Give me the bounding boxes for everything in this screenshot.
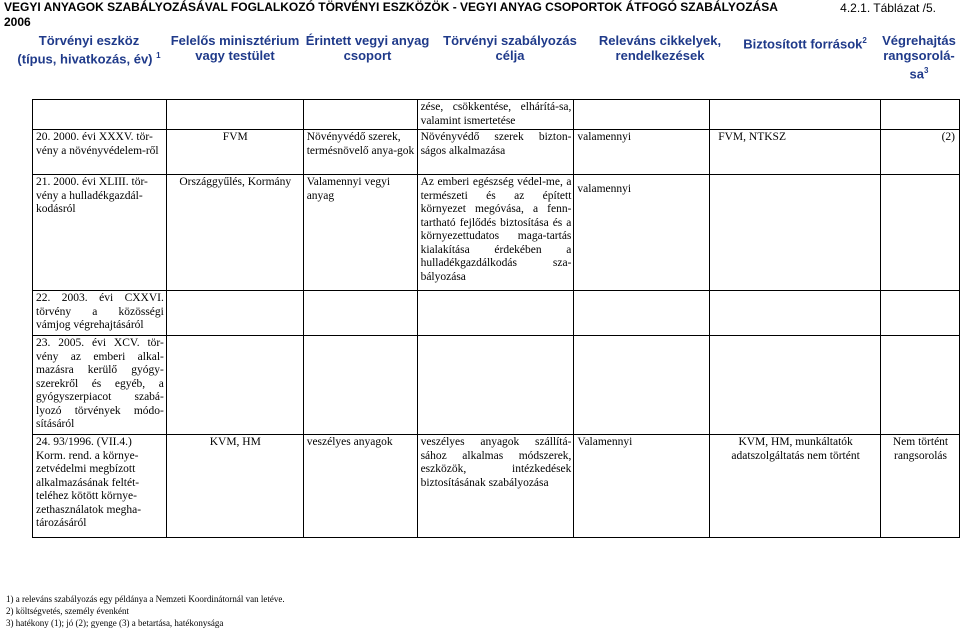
table-row bbox=[33, 336, 960, 435]
instrument-cell: 24. 93/1996. (VII.4.) Korm. rend. a környe-zetvédelmi megbízott alkalmazásának feltét-teléhez kötött környe-zethasználatok megha-tározásáról bbox=[36, 436, 142, 529]
header-instrument: Törvényi eszköz (típus, hivatkozás, év) $^1$ bbox=[17, 33, 161, 67]
table-row bbox=[33, 175, 960, 291]
table-reference: 4.2.1. Táblázat /5. bbox=[840, 1, 936, 15]
instrument-cell: 23. 2005. évi XCV. tör-vény az emberi alkal-mazásra kerülő gyógy-szerekről és egyéb, a gyógyszerpiacot szabá-lyozó törvények módo-sításáról bbox=[36, 337, 164, 430]
ministry-cell: FVM bbox=[222, 131, 248, 143]
chemical-group-cell: veszélyes anyagok bbox=[306, 436, 393, 448]
aim-cell: zése, csökkentése, elhárítá-sa, valamint ismertetése bbox=[420, 101, 572, 127]
table-row bbox=[33, 435, 960, 538]
header-aim: Törvényi szabályozás célja bbox=[443, 33, 577, 63]
aim-cell: veszélyes anyagok szállítá-sához alkalmas módszerek, eszközök, intézkedések biztosításának szabályozása bbox=[420, 436, 572, 489]
chemical-group-cell: Növényvédő szerek, termésnövelő anya-gok bbox=[306, 131, 415, 157]
articles-cell: valamennyi bbox=[577, 183, 632, 195]
resources-cell: KVM, HM, munkáltatók adatszolgáltatás nem történt bbox=[731, 436, 860, 462]
regulation-table bbox=[32, 99, 960, 538]
header-articles: Releváns cikkelyek, rendelkezések bbox=[598, 33, 722, 63]
footnote-2: 2) költségvetés, személy évenként bbox=[6, 606, 129, 616]
ministry-cell: KVM, HM bbox=[209, 436, 261, 448]
footnote-3: 3) hatékony (1); jó (2); gyenge (3) a betartása, hatékonysága bbox=[6, 618, 224, 628]
instrument-cell: 21. 2000. évi XLIII. tör-vény a hulladékgazdál-kodásról bbox=[36, 176, 148, 215]
instrument-cell: 22. 2003. évi CXXVI. törvény a közösségi vámjog végrehajtásáról bbox=[36, 292, 164, 331]
footnote-1: 1) a releváns szabályozás egy példánya a Nemzeti Koordinátornál van letéve. bbox=[6, 594, 285, 604]
chemical-group-cell: Valamennyi vegyi anyag bbox=[306, 176, 391, 202]
header-ministry: Felelős minisztérium vagy testület bbox=[170, 33, 300, 63]
priority-cell: Nem történt rangsorolás bbox=[892, 436, 949, 462]
page-title: VEGYI ANYAGOK SZABÁLYOZÁSÁVAL FOGLALKOZÓ TÖRVÉNYI ESZKÖZÖK - VEGYI ANYAG CSOPORTOK ÁTFOGÓ SZABÁLYOZÁSA 2006 bbox=[4, 0, 778, 29]
articles-cell: valamennyi bbox=[577, 131, 632, 143]
footnotes bbox=[6, 593, 285, 629]
ministry-cell: Országgyűlés, Kormány bbox=[179, 176, 292, 188]
priority-cell: (2) bbox=[941, 131, 955, 143]
table-row bbox=[33, 100, 960, 130]
resources-cell: FVM, NTKSZ bbox=[718, 131, 786, 143]
aim-cell: Az emberi egészség védel-me, a természeti és az épített környezet megóvása, a fenn-tartható fejlődés biztosítása és a környezettudatos maga-tartás kialakítása érdekében a hulladékgazdálkodás sza-bályozása bbox=[420, 176, 572, 283]
aim-cell: Növényvédő szerek bizton-ságos alkalmazása bbox=[420, 131, 572, 157]
articles-cell: Valamennyi bbox=[577, 436, 633, 448]
header-resources: Biztosított források$^2$ bbox=[743, 36, 867, 52]
table-row bbox=[33, 291, 960, 336]
header-chemical-group: Érintett vegyi anyag csoport bbox=[305, 33, 430, 63]
instrument-cell: 20. 2000. évi XXXV. tör-vény a növényvédelem-ről bbox=[36, 131, 159, 157]
header-priority: Végrehajtás rangsorolá- $sa^3$ bbox=[882, 33, 956, 82]
table-row bbox=[33, 130, 960, 175]
